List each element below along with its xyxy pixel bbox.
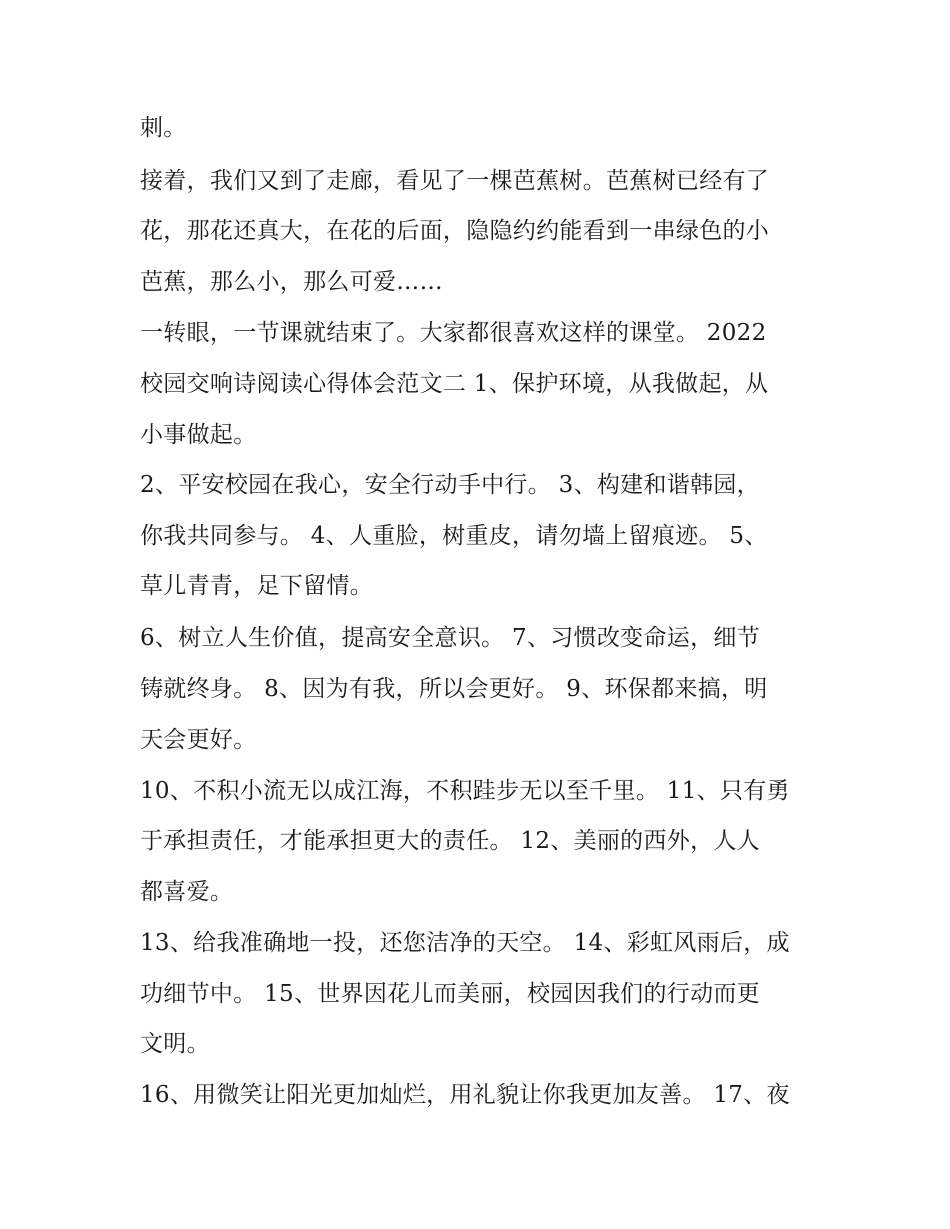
text-line: 文明。 [140, 1031, 210, 1057]
text-line: 校园交响诗阅读心得体会范文二 1、保护环境，从我做起，从 [140, 371, 769, 397]
text-line: 10、不积小流无以成江海，不积跬步无以至千里。 11、只有勇 [140, 778, 790, 804]
text-line: 芭蕉，那么小，那么可爱…… [140, 269, 443, 295]
text-line: 小事做起。 [140, 422, 257, 448]
text-line: 草儿青青，足下留情。 [140, 573, 373, 599]
text-line: 你我共同参与。 4、人重脸，树重皮，请勿墙上留痕迹。 5、 [140, 523, 768, 549]
text-line: 天会更好。 [140, 727, 257, 753]
text-line: 6、树立人生价值，提高安全意识。 7、习惯改变命运，细节 [140, 625, 760, 651]
text-line: 都喜爱。 [140, 879, 234, 905]
text-line: 刺。 [140, 115, 187, 141]
text-line: 接着，我们又到了走廊，看见了一棵芭蕉树。芭蕉树已经有了 [140, 168, 770, 194]
text-line: 于承担责任，才能承担更大的责任。 12、美丽的西外，人人 [140, 828, 760, 854]
text-line: 一转眼，一节课就结束了。大家都很喜欢这样的课堂。 2022 [140, 320, 767, 346]
text-line: 16、用微笑让阳光更加灿烂，用礼貌让你我更加友善。 17、夜 [140, 1082, 790, 1108]
text-line: 花，那花还真大，在花的后面，隐隐约约能看到一串绿色的小 [140, 218, 770, 244]
text-line: 2、平安校园在我心，安全行动手中行。 3、构建和谐韩园， [140, 472, 760, 498]
text-line: 13、给我准确地一投，还您洁净的天空。 14、彩虹风雨后，成 [140, 930, 790, 956]
text-line: 功细节中。 15、世界因花儿而美丽，校园因我们的行动而更 [140, 981, 760, 1007]
text-line: 铸就终身。 8、因为有我，所以会更好。 9、环保都来搞，明 [140, 676, 768, 702]
